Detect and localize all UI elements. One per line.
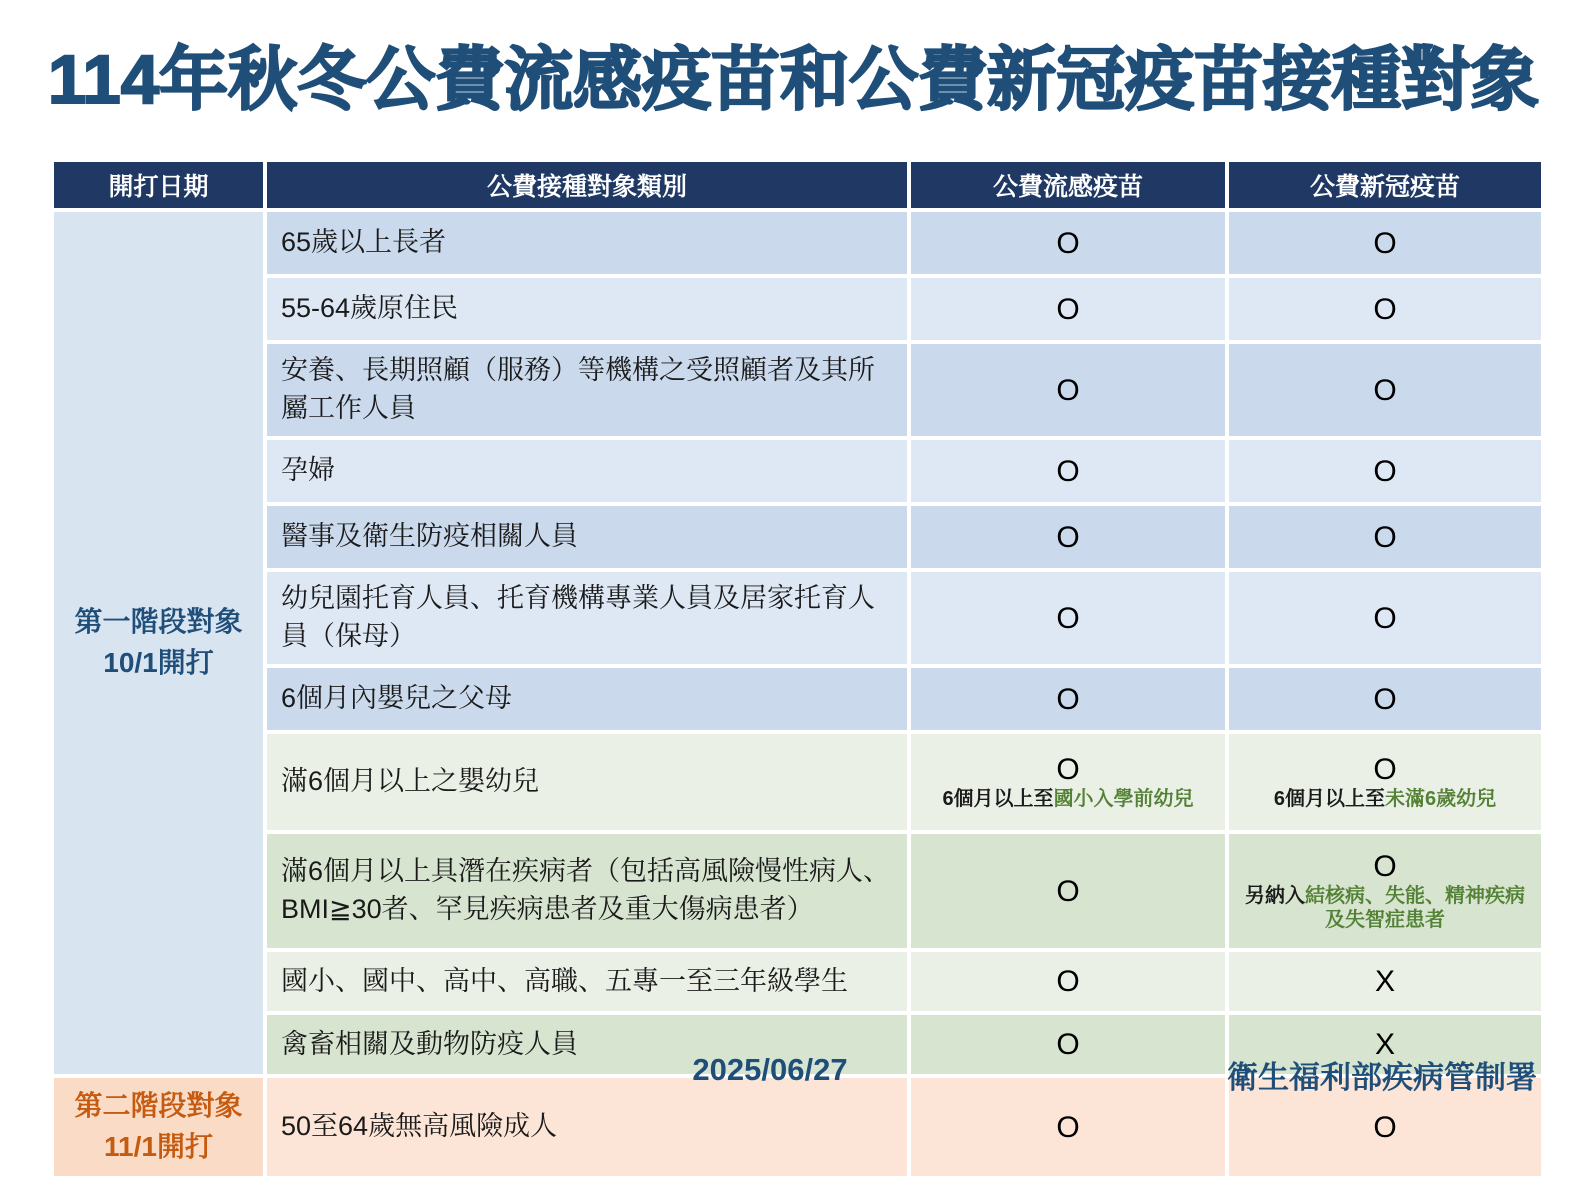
covid-note-prefix: 6個月以上至 (1273, 788, 1385, 810)
footer-organization: 衛生福利部疾病管制署 (1227, 1060, 1537, 1095)
flu-mark-cell (911, 1015, 1225, 1074)
flu-mark: O (1056, 226, 1080, 260)
flu-note (919, 787, 1217, 811)
category-cell: 孕婦 (267, 440, 907, 502)
flu-mark: O (1056, 601, 1080, 635)
flu-mark: O (1056, 373, 1080, 407)
stage1-line1: 第一階段對象 (74, 606, 243, 638)
covid-mark: O (1373, 1110, 1397, 1144)
flu-mark-cell (911, 572, 1225, 664)
table-header-row (54, 162, 1541, 208)
flu-mark: O (1056, 682, 1080, 716)
covid-mark-cell (1229, 344, 1541, 436)
col-header-flu-vaccine: 公費流感疫苗 (911, 162, 1225, 208)
flu-mark-cell (911, 440, 1225, 502)
category-cell: 國小、國中、高中、高職、五專一至三年級學生 (267, 952, 907, 1011)
stage1-line2: 10/1開打 (103, 647, 214, 678)
covid-mark-cell (1229, 278, 1541, 340)
category-cell: 安養、長期照顧（服務）等機構之受照顧者及其所屬工作人員 (267, 344, 907, 436)
stage2-line2: 11/1開打 (104, 1131, 213, 1162)
table-row (54, 212, 1541, 274)
flu-note-prefix: 6個月以上至 (942, 788, 1054, 810)
table-row (54, 668, 1541, 730)
flu-mark-cell (911, 952, 1225, 1011)
col-header-category: 公費接種對象類別 (267, 162, 907, 208)
flu-mark-cell (911, 278, 1225, 340)
table-row (54, 734, 1541, 830)
flu-mark-cell (911, 506, 1225, 568)
stage2-label-cell (54, 1078, 263, 1176)
category-cell: 65歲以上長者 (267, 212, 907, 274)
covid-note (1237, 787, 1533, 811)
covid-mark: X (1374, 1028, 1395, 1061)
covid-mark: O (1373, 226, 1397, 260)
covid-mark-cell (1229, 952, 1541, 1011)
flu-mark-cell (911, 668, 1225, 730)
footer-date: 2025/06/27 (692, 1052, 848, 1087)
flu-mark-cell (911, 834, 1225, 948)
flu-mark: O (1056, 454, 1080, 488)
table-row (54, 834, 1541, 948)
flu-mark: O (1056, 1110, 1080, 1144)
category-cell: 幼兒園托育人員、托育機構專業人員及居家托育人員（保母） (267, 572, 907, 664)
category-cell: 禽畜相關及動物防疫人員 (267, 1015, 907, 1074)
covid-note (1237, 884, 1533, 932)
covid-note-prefix: 另納入 (1245, 885, 1305, 907)
stage2-line1: 第二階段對象 (74, 1090, 243, 1122)
table-row (54, 344, 1541, 436)
covid-mark: O (1373, 753, 1397, 786)
stage1-label-cell (54, 212, 263, 1074)
flu-mark-cell (911, 1078, 1225, 1176)
category-cell: 醫事及衛生防疫相關人員 (267, 506, 907, 568)
table-row (54, 440, 1541, 502)
col-header-start-date: 開打日期 (54, 162, 263, 208)
category-cell: 滿6個月以上具潛在疾病者（包括高風險慢性病人、BMI≧30者、罕見疾病患者及重大傷病患者） (267, 834, 907, 948)
flu-mark: O (1056, 965, 1080, 998)
flu-mark: O (1056, 874, 1080, 908)
category-cell: 6個月內嬰兒之父母 (267, 668, 907, 730)
covid-mark-cell (1229, 834, 1541, 948)
flu-note-highlight: 國小入學前幼兒 (1053, 788, 1194, 810)
table-row (54, 572, 1541, 664)
flu-mark: O (1056, 753, 1080, 786)
flu-mark-cell (911, 344, 1225, 436)
covid-mark: O (1373, 601, 1397, 635)
page-title: 114年秋冬公費流感疫苗和公費新冠疫苗接種對象 (47, 41, 1540, 118)
covid-mark: O (1373, 850, 1397, 883)
col-header-covid-vaccine: 公費新冠疫苗 (1229, 162, 1541, 208)
category-cell: 滿6個月以上之嬰幼兒 (267, 734, 907, 830)
covid-mark-cell (1229, 668, 1541, 730)
covid-mark-cell (1229, 440, 1541, 502)
covid-mark-cell (1229, 212, 1541, 274)
covid-mark-cell (1229, 734, 1541, 830)
flu-mark: O (1056, 1028, 1080, 1061)
covid-mark: O (1373, 292, 1397, 326)
flu-mark: O (1056, 520, 1080, 554)
table-row (54, 506, 1541, 568)
flu-mark: O (1056, 292, 1080, 326)
flu-mark-cell (911, 734, 1225, 830)
covid-mark: O (1373, 520, 1397, 554)
covid-mark: O (1373, 454, 1397, 488)
covid-note-highlight: 結核病、失能、精神疾病及失智症患者 (1305, 885, 1525, 931)
table-row (54, 952, 1541, 1011)
covid-mark: O (1373, 682, 1397, 716)
covid-mark: O (1373, 373, 1397, 407)
covid-note-highlight: 未滿6歲幼兒 (1385, 788, 1497, 810)
category-cell: 50至64歲無高風險成人 (267, 1078, 907, 1176)
covid-mark: X (1374, 965, 1395, 998)
table-row (54, 278, 1541, 340)
covid-mark-cell (1229, 506, 1541, 568)
flu-mark-cell (911, 212, 1225, 274)
category-cell: 55-64歲原住民 (267, 278, 907, 340)
vaccine-eligibility-table (50, 158, 1545, 1180)
covid-mark-cell (1229, 572, 1541, 664)
